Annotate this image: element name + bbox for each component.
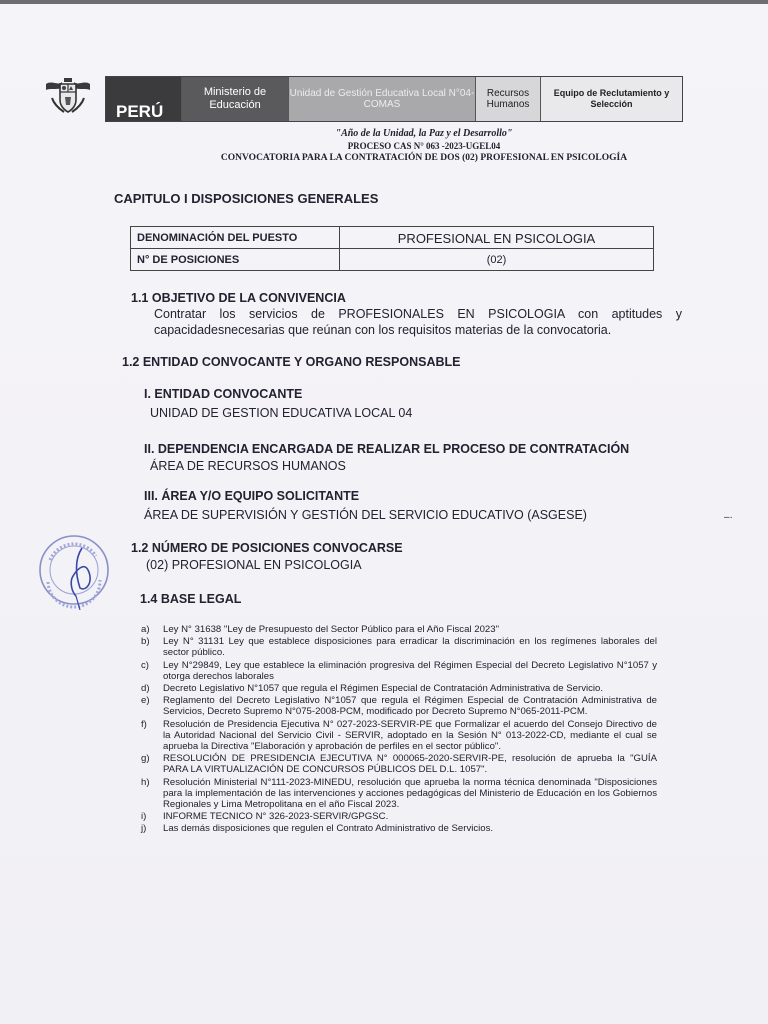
list-item: h) Resolución Ministerial N°111-2023-MINEDU, resolución que aprueba la norma técnica denominada "Disposiciones para la implementación de las intervenciones y acciones pedagógicas del Ministerio de Educación en los Gobiernos Regionales y Lima Metropolitana en el año Fiscal 2023.	[141, 776, 657, 811]
header-ministry: Ministerio de Educación	[182, 77, 289, 121]
section-positions-heading: 1.2 NÚMERO DE POSICIONES CONVOCARSE	[131, 541, 403, 555]
position-name-value: PROFESIONAL EN PSICOLOGIA	[340, 227, 654, 249]
dependency-text: ÁREA DE RECURSOS HUMANOS	[150, 459, 346, 473]
list-item: i) INFORME TECNICO N° 326-2023-SERVIR/GPGSC.	[141, 811, 389, 823]
table-row	[131, 227, 654, 249]
peru-coat-of-arms-icon	[42, 78, 94, 116]
list-item: e) Reglamento del Decreto Legislativo N°1057 que regula el Régimen Especial de Contratación Administrativa de Servicios, Decreto Supremo N°075-2008-PCM, modificado por Decreto Supremo N°065-2011-PCM.	[141, 695, 657, 718]
header-area: Recursos Humanos	[476, 77, 541, 121]
list-item: a) Ley N° 31638 "Ley de Presupuesto del Sector Público para el Año Fiscal 2023"	[141, 624, 499, 635]
list-item: f) Resolución de Presidencia Ejecutiva N° 027-2023-SERVIR-PE que Formalizar el acuerdo del Consejo Directivo de la Autoridad Nacional del Servicio Civil - SERVIR, adoptado en la Sesión N° 013-2022-CD, mediante el cual se aprueba la Directiva "Elaboración y aprobación de perfiles en el sector público".	[141, 718, 657, 753]
margin-mark: –·	[724, 512, 733, 523]
positions-count-label: N° DE POSICIONES	[131, 249, 340, 271]
section-1-1-text: Contratar los servicios de PROFESIONALES EN PSICOLOGIA con aptitudes y capacidadesnecesarias que reúnan con los requisitos materias de la convocatoria.	[154, 307, 682, 337]
entity-heading: I. ENTIDAD CONVOCANTE	[144, 387, 303, 401]
year-motto: "Año de la Unidad, la Paz y el Desarrollo"	[335, 128, 513, 139]
call-title: CONVOCATORIA PARA LA CONTRATACIÓN DE DOS (02) PROFESIONAL EN PSICOLOGÍA	[220, 153, 628, 163]
legal-basis-heading: 1.4 BASE LEGAL	[140, 592, 242, 606]
section-1-2-heading: 1.2 ENTIDAD CONVOCANTE Y ORGANO RESPONSABLE	[122, 355, 461, 369]
process-number: PROCESO CAS N° 063 -2023-UGEL04	[347, 141, 501, 151]
positions-count-value: (02)	[340, 249, 654, 271]
institution-header	[105, 76, 683, 122]
list-item: d) Decreto Legislativo N°1057 que regula el Régimen Especial de Contratación Administrativa de Servicio.	[141, 683, 604, 695]
section-1-1-heading: 1.1 OBJETIVO DE LA CONVIVENCIA	[131, 291, 346, 305]
header-unit: Unidad de Gestión Educativa Local N°04-COMAS	[289, 77, 476, 121]
scan-top-edge	[0, 0, 768, 4]
position-name-label: DENOMINACIÓN DEL PUESTO	[131, 227, 340, 249]
dependency-heading: II. DEPENDENCIA ENCARGADA DE REALIZAR EL PROCESO DE CONTRATACIÓN	[144, 442, 630, 456]
position-table	[130, 226, 654, 271]
list-item: j) Las demás disposiciones que regulen el Contrato Administrativo de Servicios.	[141, 823, 494, 835]
list-item: g) RESOLUCIÓN DE PRESIDENCIA EJECUTIVA N° 000065-2020-SERVIR-PE, resolución de aprueba la "GUÍA PARA LA VIRTUALIZACIÓN DE CONCURSOS PÚBLICOS DEL D.L. 1057".	[141, 753, 657, 776]
entity-text: UNIDAD DE GESTION EDUCATIVA LOCAL 04	[150, 406, 413, 420]
table-row	[131, 249, 654, 271]
requesting-area-heading: III. ÁREA Y/O EQUIPO SOLICITANTE	[144, 489, 360, 503]
requesting-area-text: ÁREA DE SUPERVISIÓN Y GESTIÓN DEL SERVICIO EDUCATIVO (ASGESE)	[144, 508, 587, 522]
list-item: c) Ley N°29849, Ley que establece la eliminación progresiva del Régimen Especial del Decreto Legislativo N°1057 y otorga derechos laborales	[141, 659, 657, 682]
header-team: Equipo de Reclutamiento y Selección	[541, 77, 682, 121]
chapter-heading: CAPITULO I DISPOSICIONES GENERALES	[114, 191, 379, 206]
list-item: b) Ley N° 31131 Ley que establece disposiciones para erradicar la discriminación en los regímenes laborales del sector público.	[141, 636, 657, 659]
header-country: PERÚ	[106, 77, 182, 121]
official-seal-stamp-icon	[36, 530, 116, 610]
legal-basis-list	[137, 624, 657, 836]
section-positions-text: (02) PROFESIONAL EN PSICOLOGIA	[146, 558, 362, 572]
